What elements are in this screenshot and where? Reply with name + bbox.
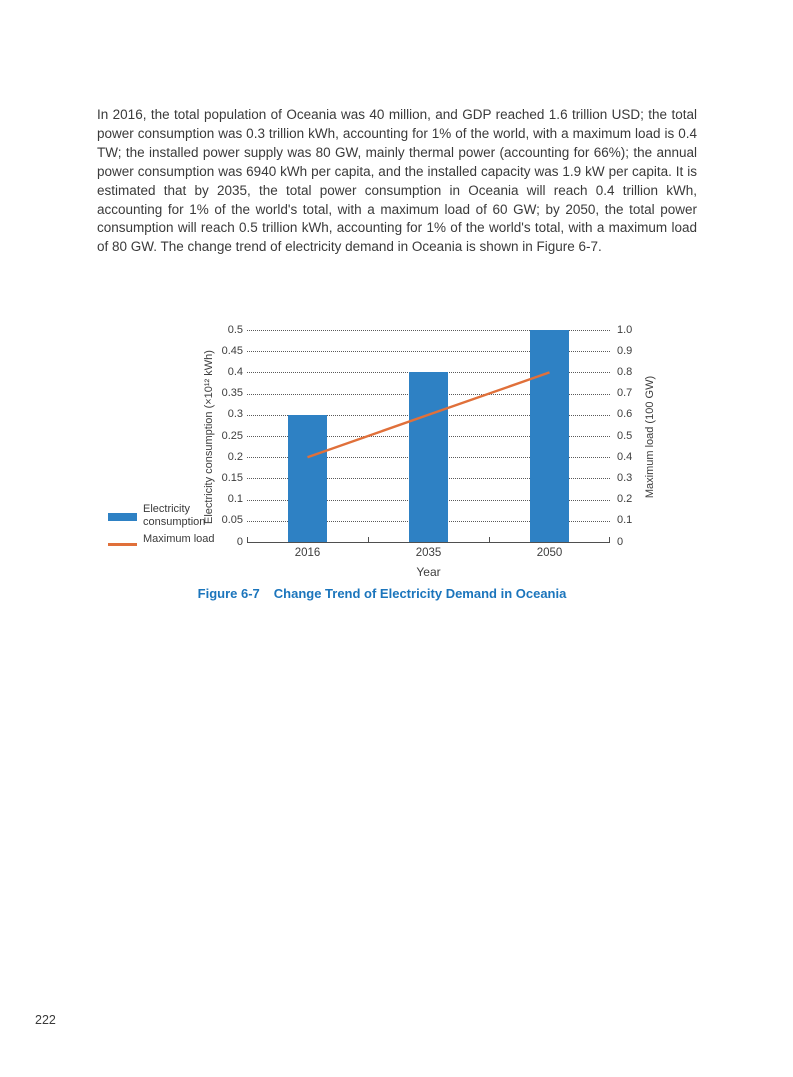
left-axis-tick-label: 0.4 (227, 365, 243, 378)
figure-caption-title: Change Trend of Electricity Demand in Oceania (273, 586, 567, 601)
maximum-load-line-layer (247, 330, 610, 542)
right-axis-tick-label: 0.5 (617, 429, 633, 442)
body-paragraph: In 2016, the total population of Oceania was 40 million, and GDP reached 1.6 trillion USD; the total power consumption was 0.3 trillion kWh, accounting for 1% of the world, with a maximum load is 0.4 TW; the installed power supply was 80 GW, mainly thermal power (accounting for 66%); the annual power consumption was 6940 kWh per capita, and the installed capacity was 1.9 kW per capita. It is estimated that by 2035, the total power consumption in Oceania will reach 0.4 trillion kWh, accounting for 1% of the world's total, with a maximum load of 60 GW; by 2050, the total power consumption will reach 0.5 trillion kWh, accounting for 1% of the world's total, with a maximum load of 80 GW. The change trend of electricity demand in Oceania is shown in Figure 6-7. (97, 107, 697, 255)
legend-line-swatch (108, 543, 137, 546)
chart-plot-area (247, 330, 610, 543)
right-axis-tick-label: 0.8 (617, 365, 633, 378)
left-axis-tick-label: 0.1 (227, 493, 243, 506)
legend-bar-swatch (108, 513, 137, 521)
right-axis-tick-label: 0 (617, 535, 624, 548)
left-axis-title: Electricity consumption (×10¹² kWh) (203, 350, 215, 524)
x-axis-tick-label: 2016 (294, 547, 321, 559)
left-axis-tick-label: 0.2 (227, 450, 243, 463)
maximum-load-line (308, 372, 550, 457)
left-axis-tick-label: 0.5 (227, 323, 243, 336)
left-axis-tick-label: 0.45 (221, 344, 243, 357)
right-axis-tick-label: 1.0 (617, 323, 633, 336)
left-axis-tick-label: 0.3 (227, 408, 243, 421)
left-axis-tick-label: 0 (236, 535, 243, 548)
legend-electricity-consumption-label: Electricity consumption (143, 503, 206, 528)
right-axis-tick-label: 0.3 (617, 471, 633, 484)
left-axis-tick-label: 0.15 (221, 471, 243, 484)
x-axis-tick-label: 2050 (536, 547, 563, 559)
figure-caption-label: Figure 6-7 (197, 586, 260, 601)
figure-6-7-chart (99, 320, 669, 592)
x-axis-title: Year (416, 565, 441, 579)
left-axis-tick-label: 0.05 (221, 514, 243, 527)
right-axis-tick-label: 0.1 (617, 514, 633, 527)
figure-caption (99, 586, 665, 601)
right-axis-tick-label: 0.7 (617, 387, 633, 400)
left-axis-tick-label: 0.35 (221, 387, 243, 400)
page-number: 222 (35, 1013, 56, 1027)
right-axis-tick-label: 0.2 (617, 493, 633, 506)
right-axis-tick-label: 0.6 (617, 408, 633, 421)
left-axis-tick-label: 0.25 (221, 429, 243, 442)
right-axis-tick-label: 0.9 (617, 344, 633, 357)
right-axis-tick-label: 0.4 (617, 450, 633, 463)
x-axis-tick-label: 2035 (415, 547, 442, 559)
right-axis-title: Maximum load (100 GW) (644, 375, 656, 499)
legend-maximum-load-label: Maximum load (143, 533, 215, 545)
